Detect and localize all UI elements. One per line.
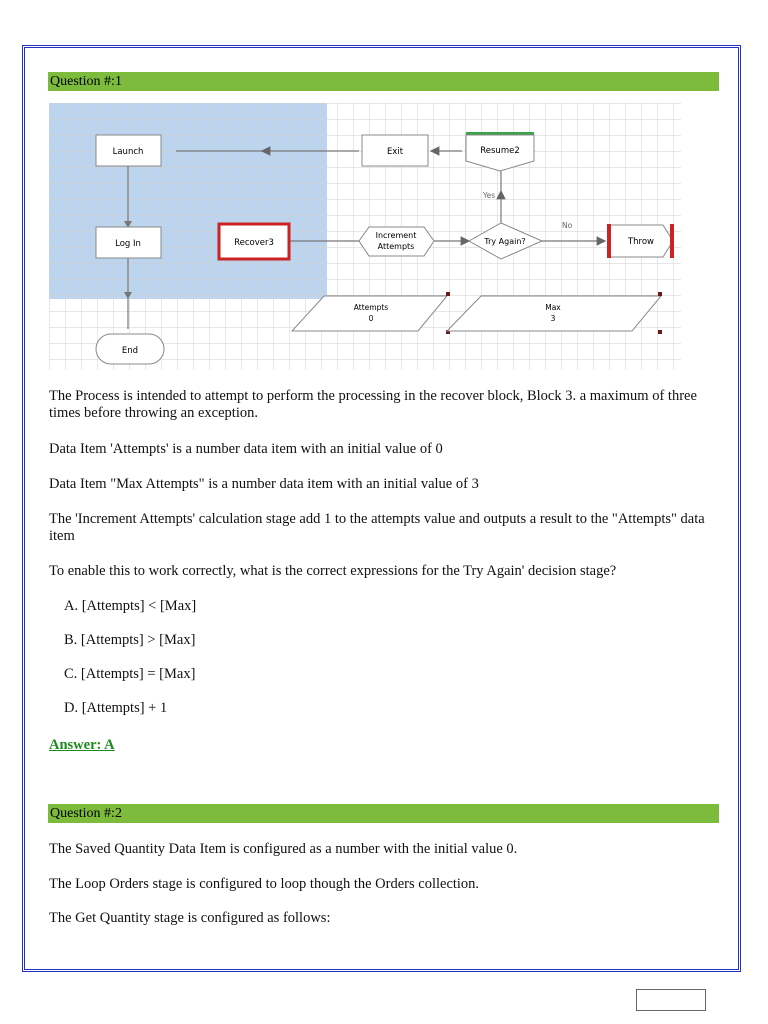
svg-text:End: End [121,346,139,356]
question-1-header: Question #:1 [48,72,719,91]
svg-text:Exit: Exit [386,147,404,157]
svg-text:Try Again?: Try Again? [484,237,526,246]
recover-stage[interactable] [219,224,289,259]
q1-paragraph-1: The Process is intended to attempt to perform the processing in the recover block, Block 3. a maximum of three times before throwing an exception. [49,388,697,421]
process-flow-diagram [49,103,681,370]
q1-paragraph-5: To enable this to work correctly, what is the correct expressions for the Try Again' decision stage? [49,563,617,579]
svg-text:Throw: Throw [627,237,655,247]
q2-paragraph-3: The Get Quantity stage is configured as follows: [49,910,331,926]
svg-text:Increment: Increment [375,231,417,240]
option-d: D. [Attempts] + 1 [64,700,168,716]
q1-paragraph-4: The 'Increment Attempts' calculation stage add 1 to the attempts value and outputs a result to the "Attempts" data item [49,511,705,544]
svg-text:Max: Max [545,303,561,312]
svg-text:Attempts: Attempts [353,303,389,312]
page-number-box [636,989,706,1011]
svg-text:Launch: Launch [112,147,144,157]
yes-label: Yes [483,191,496,200]
q1-paragraph-3: Data Item "Max Attempts" is a number data item with an initial value of 3 [49,476,479,492]
question-2-header: Question #:2 [48,804,719,823]
max-data-item[interactable] [447,292,662,334]
exit-stage[interactable] [362,135,428,166]
svg-text:Recover3: Recover3 [234,238,274,248]
answer-label: Answer: A [49,737,115,753]
q2-paragraph-2: The Loop Orders stage is configured to loop though the Orders collection. [49,876,480,892]
q1-paragraph-2: Data Item 'Attempts' is a number data item with an initial value of 0 [49,441,443,457]
launch-stage[interactable] [96,135,161,166]
svg-text:0: 0 [368,314,374,323]
svg-text:3: 3 [550,314,556,323]
svg-text:Attempts: Attempts [377,242,415,251]
svg-text:Log In: Log In [115,239,141,249]
end-stage[interactable] [96,334,164,364]
q2-paragraph-1: The Saved Quantity Data Item is configured as a number with the initial value 0. [49,841,518,857]
increment-attempts-stage[interactable] [359,227,434,256]
no-label: No [562,221,573,230]
login-stage[interactable] [96,227,161,258]
option-a: A. [Attempts] < [Max] [64,598,197,614]
throw-stage[interactable] [607,224,674,258]
option-b: B. [Attempts] > [Max] [64,632,196,648]
option-c: C. [Attempts] = [Max] [64,666,196,682]
svg-text:Resume2: Resume2 [480,146,520,156]
